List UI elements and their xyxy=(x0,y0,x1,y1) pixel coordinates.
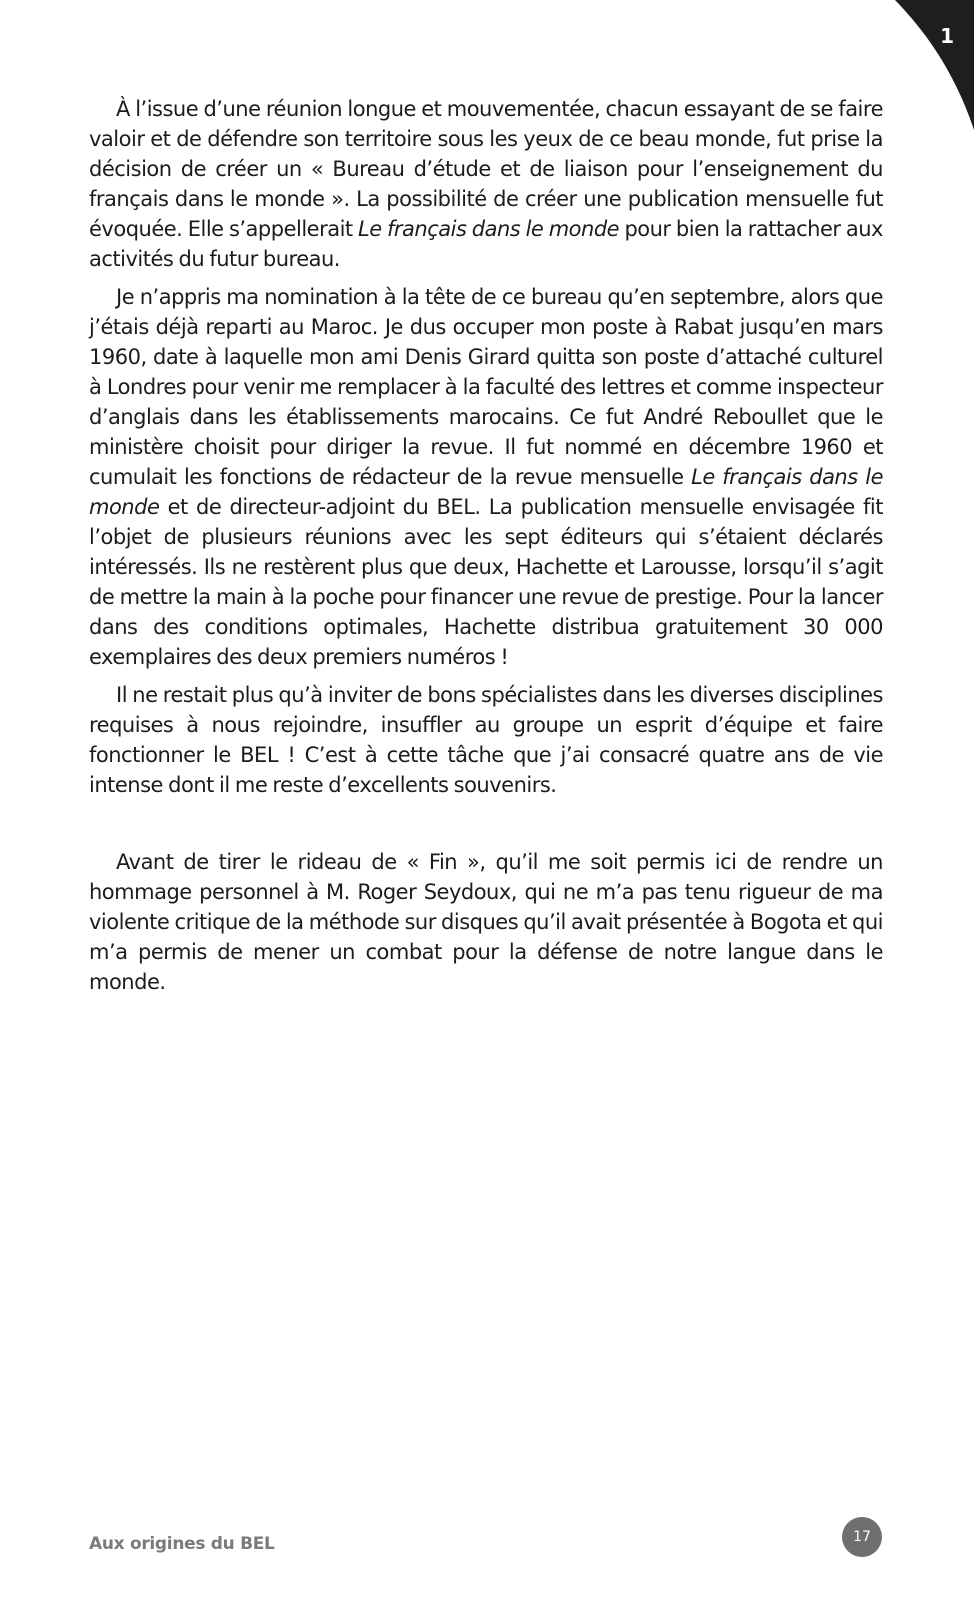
chapter-tab xyxy=(869,0,974,130)
chapter-tab-shape xyxy=(869,0,974,130)
paragraph-1 xyxy=(89,94,883,274)
paragraph-4-text: Avant de tirer le rideau de « Fin », qu’il me soit permis ici de rendre un hommage personnel à M. Roger Seydoux, qui ne m’a pas tenu rigueur de ma violente critique de la méthode sur disques qu’il avait présentée à Bogota et qui m’a permis de mener un combat pour la défense de notre langue dans le monde. xyxy=(89,850,883,994)
paragraph-1-text: À l’issue d’une réunion longue et mouvementée, chacun essayant de se faire valoir et de défendre son territoire sous les yeux de ce beau monde, fut prise la décision de créer un « Bureau d’étude et de liaison pour l’enseignement du français dans le monde ». La possibilité de créer une publication mensuelle fut évoquée. Elle s’appellerait xyxy=(89,97,883,241)
footer-section-title: Aux origines du BEL xyxy=(89,1534,275,1554)
paragraph-2-text-end: et de directeur-adjoint du BEL. La publication mensuelle envisagée fit l’objet de plusieurs réunions avec les sept éditeurs qui s’étaient déclarés intéressés. Ils ne restèrent plus que deux, Hachette et Larousse, lorsqu’il s’agit de mettre la main à la poche pour financer une revue de prestige. Pour la lancer dans des conditions optimales, Hachette distribua gratuitement 30 000 exemplaires des deux premiers numéros ! xyxy=(89,495,883,669)
article-body xyxy=(89,94,883,1005)
paragraph-2 xyxy=(89,282,883,672)
paragraph-1-text-end: pour bien la rattacher aux activités du futur bureau. xyxy=(89,217,883,271)
paragraph-2-text: Je n’appris ma nomination à la tête de ce bureau qu’en septembre, alors que j’étais déjà reparti au Maroc. Je dus occuper mon poste à Rabat jusqu’en mars 1960, date à laquelle mon ami Denis Girard quitta son poste d’attaché culturel à Londres pour venir me remplacer à la faculté des lettres et comme inspecteur d’anglais dans les établissements marocains. Ce fut André Reboullet que le ministère choisit pour diriger la revue. Il fut nommé en décembre 1960 et cumulait les fonctions de rédacteur de la revue mensuelle xyxy=(89,285,883,489)
paragraph-4 xyxy=(89,847,883,997)
paragraph-3 xyxy=(89,680,883,800)
paragraph-3-text: Il ne restait plus qu’à inviter de bons spécialistes dans les diverses disciplines requises à nous rejoindre, insuffler au groupe un esprit d’équipe et faire fonctionner le BEL ! C’est à cette tâche que j’ai consacré quatre ans de vie intense dont il me reste d’excellents souvenirs. xyxy=(89,683,883,797)
page-number-badge: 17 xyxy=(842,1517,882,1557)
publication-title-italic: Le français dans le monde xyxy=(89,465,883,519)
chapter-number: 1 xyxy=(940,24,954,48)
publication-title-italic: Le français dans le monde xyxy=(358,217,620,241)
